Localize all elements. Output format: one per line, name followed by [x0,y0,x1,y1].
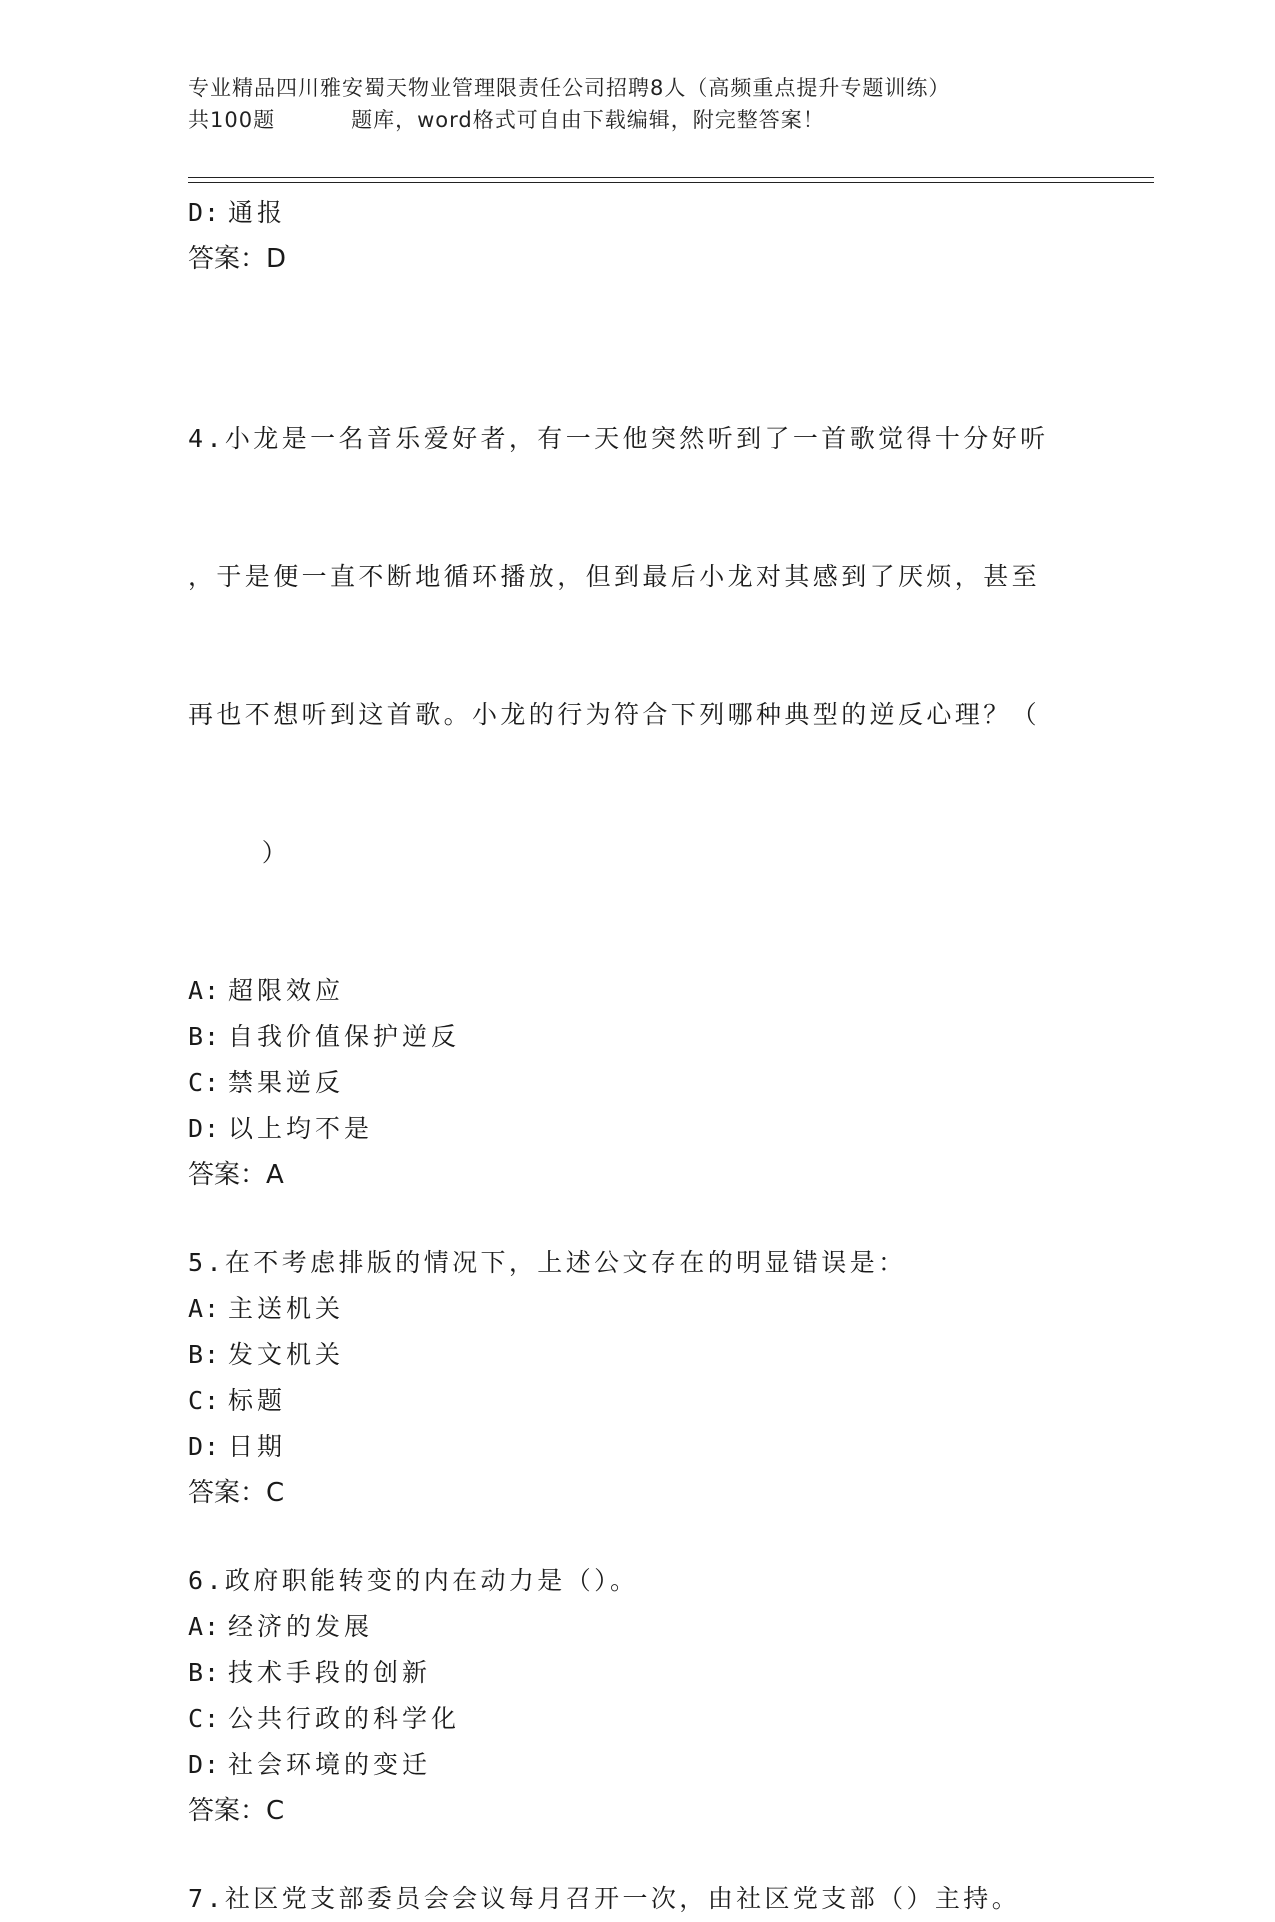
option-a [188,968,1088,1014]
question-4-line-1: 4.小龙是一名音乐爱好者，有一天他突然听到了一首歌觉得十分好听 [188,424,1049,453]
question-list [188,190,1088,1922]
option-b [188,1650,1088,1696]
option-letter: B: [188,1658,221,1687]
option-d [188,1742,1088,1788]
page-header [188,72,1148,136]
option-a [188,1604,1088,1650]
answer-line: 答案：A [188,1160,284,1190]
header-description: 题库，word格式可自由下载编辑，附完整答案！ [351,108,825,132]
header-divider-bottom [188,182,1154,183]
option-letter: C: [188,1386,221,1415]
answer-line: 答案：C [188,1796,285,1826]
question-5-stem: 5.在不考虑排版的情况下，上述公文存在的明显错误是： [188,1248,907,1277]
option-letter: B: [188,1340,221,1369]
question-6-stem: 6.政府职能转变的内在动力是（）。 [188,1566,639,1595]
option-text: 主送机关 [228,1294,345,1323]
option-text: 经济的发展 [228,1612,374,1641]
header-subtitle-line [188,104,1148,136]
option-text: 日期 [228,1432,287,1461]
question-4-line-3: 再也不想听到这首歌。小龙的行为符合下列哪种典型的逆反心理？（ [188,700,1041,729]
option-c [188,1378,1088,1424]
header-divider-top [188,177,1154,178]
option-text: 技术手段的创新 [228,1658,432,1687]
option-letter: A: [188,976,221,1005]
option-text: 社会环境的变迁 [228,1750,432,1779]
option-d [188,1106,1088,1152]
option-letter: D: [188,1114,221,1143]
option-text: 标题 [228,1386,287,1415]
option-text: 公共行政的科学化 [228,1704,461,1733]
option-text: 禁果逆反 [228,1068,345,1097]
option-letter: B: [188,1022,221,1051]
question-4-stem [188,324,1058,968]
option-letter: A: [188,1612,221,1641]
option-letter: A: [188,1294,221,1323]
answer-line: 答案：D [188,244,287,274]
header-count: 共100题 [188,108,276,132]
option-text: 超限效应 [228,976,345,1005]
option-letter: C: [188,1704,221,1733]
option-b [188,1332,1088,1378]
option-text: 以上均不是 [228,1114,374,1143]
option-text: 发文机关 [228,1340,345,1369]
option-letter: D: [188,198,221,227]
option-text: 自我价值保护逆反 [228,1022,461,1051]
header-title-line: 专业精品四川雅安蜀天物业管理限责任公司招聘8人（高频重点提升专题训练） [188,76,951,100]
question-4-line-4: ） [188,838,291,867]
option-letter: D: [188,1750,221,1779]
option-b [188,1014,1088,1060]
option-c [188,1696,1088,1742]
option-letter: D: [188,1432,221,1461]
question-7-stem: 7.社区党支部委员会会议每月召开一次，由社区党支部（）主持。 [188,1884,1021,1913]
option-d [188,1424,1088,1470]
option-text: 通报 [228,198,287,227]
answer-line: 答案：C [188,1478,285,1508]
option-d [188,190,1088,236]
option-letter: C: [188,1068,221,1097]
question-4-line-2: ，于是便一直不断地循环播放，但到最后小龙对其感到了厌烦，甚至 [188,562,1041,591]
option-a [188,1286,1088,1332]
option-c [188,1060,1088,1106]
